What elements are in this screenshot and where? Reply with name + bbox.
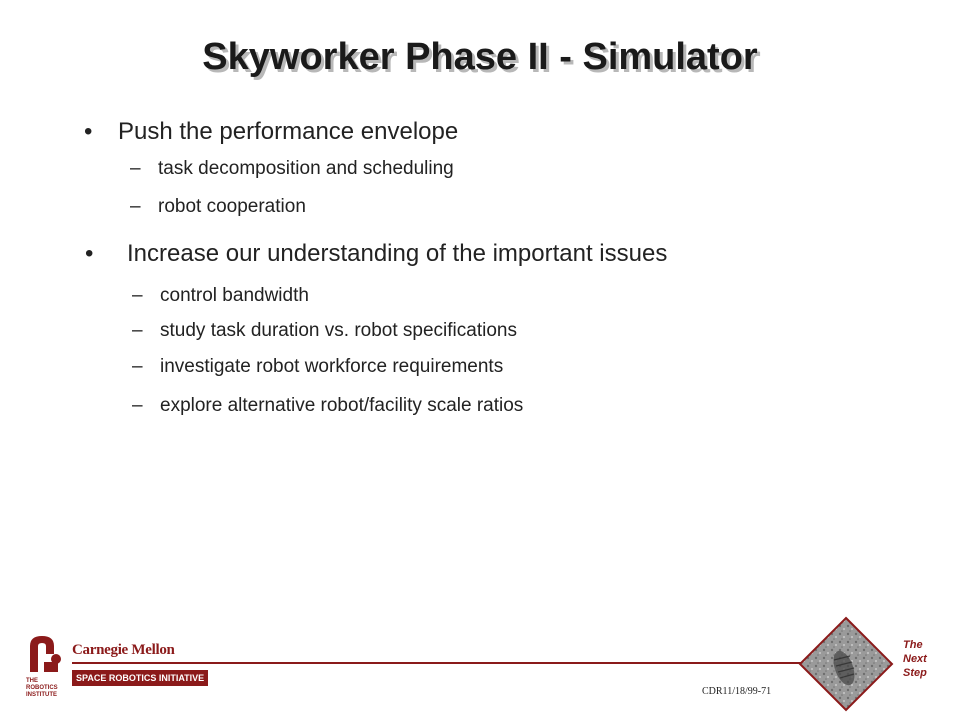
sub-dash: – <box>130 158 141 179</box>
footer-divider <box>72 662 807 664</box>
sub-text: control bandwidth <box>160 285 309 306</box>
bullet-text: Push the performance envelope <box>118 118 459 145</box>
sub-text: investigate robot workforce requirements <box>160 356 504 377</box>
sub-dash: – <box>132 395 143 416</box>
next-step-tagline <box>903 638 927 680</box>
footprint-diamond-icon <box>798 616 894 712</box>
tagline-line: Step <box>903 667 927 679</box>
sub-dash: – <box>132 320 143 341</box>
bullet-text: Increase our understanding of the important issues <box>127 240 668 267</box>
sub-text: study task duration vs. robot specifications <box>160 320 517 341</box>
sub-text: task decomposition and scheduling <box>158 158 454 179</box>
tagline-line: The <box>903 639 923 651</box>
sub-text: robot cooperation <box>158 196 306 217</box>
bullet-dot: • <box>84 118 93 145</box>
sub-text: explore alternative robot/facility scale ratios <box>160 395 524 416</box>
svg-text:INSTITUTE: INSTITUTE <box>26 692 57 698</box>
sub-item <box>132 285 309 307</box>
robotics-institute-logo <box>22 632 68 702</box>
sub-item <box>130 196 306 218</box>
bullet-item <box>85 240 668 268</box>
sub-item <box>132 356 504 378</box>
sub-dash: – <box>132 285 143 306</box>
tagline-line: Next <box>903 653 927 665</box>
bullet-item <box>84 118 459 146</box>
sub-dash: – <box>130 196 141 217</box>
sub-item <box>132 395 524 417</box>
carnegie-mellon-logo: Carnegie Mellon <box>72 642 175 658</box>
bullet-dot: • <box>85 240 94 267</box>
sub-item <box>132 320 517 342</box>
svg-text:THE: THE <box>26 678 38 684</box>
space-robotics-initiative-badge: SPACE ROBOTICS INITIATIVE <box>72 670 208 686</box>
slide-title: Skyworker Phase II - Simulator <box>202 36 758 78</box>
svg-text:ROBOTICS: ROBOTICS <box>26 685 58 691</box>
slide-id: CDR11/18/99-71 <box>702 686 772 697</box>
sub-dash: – <box>132 356 143 377</box>
sub-item <box>130 158 454 180</box>
